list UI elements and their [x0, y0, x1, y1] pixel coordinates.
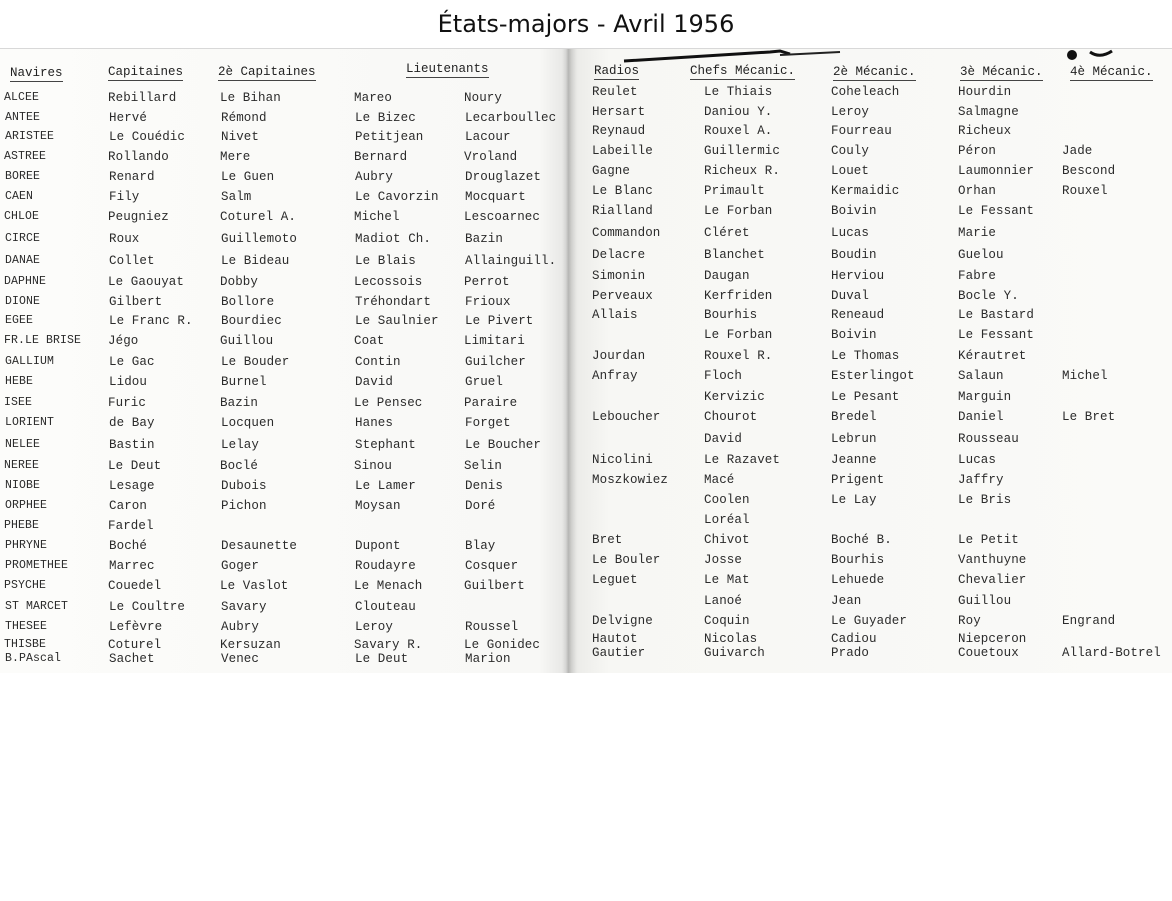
- lieutenant-1: Dupont: [355, 539, 401, 553]
- chief-engineer: Loréal: [704, 513, 750, 527]
- captain: Le Gaouyat: [108, 275, 185, 289]
- col-header-4e-mecanic: 4è Mécanic.: [1070, 65, 1153, 79]
- fourth-engineer: Bescond: [1062, 164, 1116, 178]
- captain: Le Deut: [108, 459, 162, 473]
- lieutenant-1: Coat: [354, 334, 385, 348]
- third-engineer: Marie: [958, 226, 997, 240]
- chief-engineer: Nicolas: [704, 632, 758, 646]
- radio: Rialland: [592, 204, 653, 218]
- chief-engineer: Rouxel R.: [704, 349, 773, 363]
- second-engineer: Fourreau: [831, 124, 892, 138]
- second-engineer: Bredel: [831, 410, 877, 424]
- radio: Delacre: [592, 248, 646, 262]
- third-engineer: Roy: [958, 614, 981, 628]
- chief-engineer: Le Mat: [704, 573, 750, 587]
- lieutenant-1: Le Saulnier: [355, 314, 439, 328]
- ship-name: B.PAscal: [5, 652, 62, 665]
- fourth-engineer: Le Bret: [1062, 410, 1116, 424]
- lieutenant-2: Selin: [464, 459, 503, 473]
- ship-name: CHLOE: [4, 210, 40, 223]
- third-engineer: Jaffry: [958, 473, 1004, 487]
- radio: Moszkowiez: [592, 473, 669, 487]
- page-fold: [562, 49, 576, 673]
- second-captain: Mere: [220, 150, 251, 164]
- captain: Fily: [109, 190, 140, 204]
- fourth-engineer: Michel: [1062, 369, 1108, 383]
- captain: Bastin: [109, 438, 155, 452]
- second-captain: Burnel: [221, 375, 267, 389]
- lieutenant-2: Le Gonidec: [464, 638, 541, 652]
- ship-name: NIOBE: [5, 479, 41, 492]
- second-captain: Le Bouder: [221, 355, 290, 369]
- captain: Collet: [109, 254, 155, 268]
- second-captain: Kersuzan: [220, 638, 281, 652]
- second-engineer: Jeanne: [831, 453, 877, 467]
- lieutenant-2: Marion: [465, 652, 511, 666]
- second-engineer: Louet: [831, 164, 870, 178]
- captain: Fardel: [108, 519, 154, 533]
- lieutenant-1: David: [355, 375, 394, 389]
- second-captain: Lelay: [221, 438, 260, 452]
- second-captain: Coturel A.: [220, 210, 297, 224]
- third-engineer: Niepceron: [958, 632, 1027, 646]
- third-engineer: Richeux: [958, 124, 1012, 138]
- second-engineer: Le Lay: [831, 493, 877, 507]
- lieutenant-1: Contin: [355, 355, 401, 369]
- lieutenant-2: Limitari: [464, 334, 525, 348]
- chief-engineer: Daniou Y.: [704, 105, 773, 119]
- lieutenant-2: Forget: [465, 416, 511, 430]
- lieutenant-2: Perrot: [464, 275, 510, 289]
- ship-name: DAPHNE: [4, 275, 47, 288]
- chief-engineer: Guillermic: [704, 144, 781, 158]
- second-captain: Dubois: [221, 479, 267, 493]
- lieutenant-1: Michel: [354, 210, 400, 224]
- captain: Rollando: [108, 150, 169, 164]
- fourth-engineer: Engrand: [1062, 614, 1116, 628]
- second-captain: Locquen: [221, 416, 275, 430]
- captain: Lesage: [109, 479, 155, 493]
- lieutenant-1: Mareo: [354, 91, 393, 105]
- captain: Renard: [109, 170, 155, 184]
- second-engineer: Le Guyader: [831, 614, 908, 628]
- lieutenant-1: Le Pensec: [354, 396, 423, 410]
- radio: Labeille: [592, 144, 653, 158]
- ship-name: ISEE: [4, 396, 33, 409]
- second-captain: Rémond: [221, 111, 267, 125]
- chief-engineer: Coolen: [704, 493, 750, 507]
- second-captain: Dobby: [220, 275, 259, 289]
- chief-engineer: Rouxel A.: [704, 124, 773, 138]
- radio: Nicolini: [592, 453, 653, 467]
- lieutenant-2: Guilcher: [465, 355, 526, 369]
- radio: Hersart: [592, 105, 646, 119]
- col-header-navires: Navires: [10, 66, 63, 80]
- second-captain: Guillemoto: [221, 232, 298, 246]
- ship-name: ST MARCET: [5, 600, 69, 613]
- captain: Jégo: [108, 334, 139, 348]
- third-engineer: Salaun: [958, 369, 1004, 383]
- lieutenant-1: Madiot Ch.: [355, 232, 432, 246]
- radio: Reynaud: [592, 124, 646, 138]
- second-engineer: Boivin: [831, 204, 877, 218]
- ship-name: GALLIUM: [5, 355, 55, 368]
- third-engineer: Le Petit: [958, 533, 1019, 547]
- second-engineer: Lehuede: [831, 573, 885, 587]
- chief-engineer: Le Forban: [704, 328, 773, 342]
- third-engineer: Fabre: [958, 269, 997, 283]
- third-engineer: Kérautret: [958, 349, 1027, 363]
- radio: Anfray: [592, 369, 638, 383]
- captain: Gilbert: [109, 295, 163, 309]
- second-engineer: Le Thomas: [831, 349, 900, 363]
- second-engineer: Boudin: [831, 248, 877, 262]
- second-captain: Savary: [221, 600, 267, 614]
- col-header-2e-mecanic: 2è Mécanic.: [833, 65, 916, 79]
- lieutenant-2: Drouglazet: [465, 170, 542, 184]
- lieutenant-1: Le Blais: [355, 254, 416, 268]
- captain: Le Franc R.: [109, 314, 193, 328]
- chief-engineer: Blanchet: [704, 248, 765, 262]
- radio: Le Bouler: [592, 553, 661, 567]
- lieutenant-2: Lacour: [465, 130, 511, 144]
- second-engineer: Herviou: [831, 269, 885, 283]
- third-engineer: Daniel: [958, 410, 1004, 424]
- radio: Gautier: [592, 646, 646, 660]
- ship-name: ANTEE: [5, 111, 41, 124]
- lieutenant-1: Aubry: [355, 170, 394, 184]
- second-captain: Nivet: [221, 130, 260, 144]
- third-engineer: Guelou: [958, 248, 1004, 262]
- ship-name: HEBE: [5, 375, 34, 388]
- ship-name: DANAE: [5, 254, 41, 267]
- captain: Furic: [108, 396, 147, 410]
- second-captain: Le Bihan: [220, 91, 281, 105]
- chief-engineer: Kervizic: [704, 390, 765, 404]
- lieutenant-1: Leroy: [355, 620, 394, 634]
- scanned-document: [0, 48, 1172, 673]
- second-engineer: Kermaidic: [831, 184, 900, 198]
- third-engineer: Laumonnier: [958, 164, 1035, 178]
- lieutenant-2: Gruel: [465, 375, 504, 389]
- third-engineer: Péron: [958, 144, 997, 158]
- ship-name: ORPHEE: [5, 499, 48, 512]
- chief-engineer: Primault: [704, 184, 765, 198]
- third-engineer: Vanthuyne: [958, 553, 1027, 567]
- captain: Roux: [109, 232, 140, 246]
- second-captain: Bourdiec: [221, 314, 282, 328]
- chief-engineer: Richeux R.: [704, 164, 781, 178]
- lieutenant-2: Denis: [465, 479, 504, 493]
- second-captain: Le Bideau: [221, 254, 290, 268]
- radio: Bret: [592, 533, 623, 547]
- radio: Hautot: [592, 632, 638, 646]
- lieutenant-2: Allainguill.: [465, 254, 557, 268]
- ship-name: CAEN: [5, 190, 34, 203]
- ship-name: THISBE: [4, 638, 47, 651]
- second-captain: Desaunette: [221, 539, 298, 553]
- third-engineer: Le Fessant: [958, 204, 1035, 218]
- second-captain: Venec: [221, 652, 260, 666]
- captain: Marrec: [109, 559, 155, 573]
- chief-engineer: Le Thiais: [704, 85, 773, 99]
- third-engineer: Guillou: [958, 594, 1012, 608]
- captain: Lefèvre: [109, 620, 163, 634]
- second-captain: Guillou: [220, 334, 274, 348]
- lieutenant-1: Hanes: [355, 416, 394, 430]
- lieutenant-2: Doré: [465, 499, 496, 513]
- third-engineer: Chevalier: [958, 573, 1027, 587]
- col-header-radios: Radios: [594, 64, 640, 78]
- lieutenant-1: Lecossois: [354, 275, 423, 289]
- lieutenant-2: Lescoarnec: [464, 210, 541, 224]
- third-engineer: Bocle Y.: [958, 289, 1019, 303]
- second-engineer: Esterlingot: [831, 369, 915, 383]
- ship-name: PSYCHE: [4, 579, 47, 592]
- lieutenant-1: Petitjean: [355, 130, 424, 144]
- chief-engineer: Chourot: [704, 410, 758, 424]
- lieutenant-1: Sinou: [354, 459, 393, 473]
- ship-name: DIONE: [5, 295, 41, 308]
- captain: Couedel: [108, 579, 162, 593]
- lieutenant-1: Le Deut: [355, 652, 409, 666]
- second-engineer: Leroy: [831, 105, 870, 119]
- lieutenant-1: Bernard: [354, 150, 408, 164]
- third-engineer: Rousseau: [958, 432, 1019, 446]
- ship-name: ARISTEE: [5, 130, 55, 143]
- second-engineer: Boché B.: [831, 533, 892, 547]
- third-engineer: Orhan: [958, 184, 997, 198]
- ship-name: BOREE: [5, 170, 41, 183]
- radio: Reulet: [592, 85, 638, 99]
- lieutenant-1: Moysan: [355, 499, 401, 513]
- lieutenant-1: Clouteau: [355, 600, 416, 614]
- chief-engineer: Coquin: [704, 614, 750, 628]
- lieutenant-1: Le Bizec: [355, 111, 416, 125]
- lieutenant-2: Bazin: [465, 232, 504, 246]
- page-title: États-majors - Avril 1956: [437, 10, 735, 38]
- second-captain: Aubry: [221, 620, 260, 634]
- radio: Allais: [592, 308, 638, 322]
- second-engineer: Duval: [831, 289, 870, 303]
- lieutenant-1: Tréhondart: [355, 295, 432, 309]
- ship-name: NEREE: [4, 459, 40, 472]
- lieutenant-2: Blay: [465, 539, 496, 553]
- second-captain: Bazin: [220, 396, 259, 410]
- second-engineer: Jean: [831, 594, 862, 608]
- lieutenant-2: Cosquer: [465, 559, 519, 573]
- ship-name: PROMETHEE: [5, 559, 69, 572]
- lieutenant-1: Stephant: [355, 438, 416, 452]
- captain: Rebillard: [108, 91, 177, 105]
- captain: Le Coultre: [109, 600, 186, 614]
- second-captain: Le Guen: [221, 170, 275, 184]
- ship-name: NELEE: [5, 438, 41, 451]
- lieutenant-2: Paraire: [464, 396, 518, 410]
- radio: Perveaux: [592, 289, 653, 303]
- chief-engineer: Daugan: [704, 269, 750, 283]
- radio: Gagne: [592, 164, 631, 178]
- lieutenant-2: Frioux: [465, 295, 511, 309]
- ship-name: ALCEE: [4, 91, 40, 104]
- chief-engineer: Bourhis: [704, 308, 758, 322]
- ship-name: ASTREE: [4, 150, 47, 163]
- second-engineer: Lucas: [831, 226, 870, 240]
- captain: Sachet: [109, 652, 155, 666]
- radio: Simonin: [592, 269, 646, 283]
- lieutenant-2: Vroland: [464, 150, 518, 164]
- ship-name: EGEE: [5, 314, 34, 327]
- col-header-3e-mecanic: 3è Mécanic.: [960, 65, 1043, 79]
- second-engineer: Prado: [831, 646, 870, 660]
- fourth-engineer: Allard-Botrel: [1062, 646, 1161, 660]
- second-captain: Le Vaslot: [220, 579, 289, 593]
- captain: Caron: [109, 499, 148, 513]
- second-captain: Salm: [221, 190, 252, 204]
- captain: Hervé: [109, 111, 148, 125]
- chief-engineer: Macé: [704, 473, 735, 487]
- second-engineer: Lebrun: [831, 432, 877, 446]
- chief-engineer: Le Forban: [704, 204, 773, 218]
- lieutenant-2: Mocquart: [465, 190, 526, 204]
- chief-engineer: Cléret: [704, 226, 750, 240]
- ship-name: LORIENT: [5, 416, 55, 429]
- col-header-chefs-mecanic: Chefs Mécanic.: [690, 64, 796, 78]
- captain: Coturel: [108, 638, 162, 652]
- chief-engineer: Kerfriden: [704, 289, 773, 303]
- third-engineer: Le Fessant: [958, 328, 1035, 342]
- lieutenant-2: Roussel: [465, 620, 519, 634]
- lieutenant-2: Le Boucher: [465, 438, 542, 452]
- captain: Boché: [109, 539, 148, 553]
- third-engineer: Lucas: [958, 453, 997, 467]
- radio: Delvigne: [592, 614, 653, 628]
- captain: Le Gac: [109, 355, 155, 369]
- chief-engineer: Chivot: [704, 533, 750, 547]
- ship-name: CIRCE: [5, 232, 41, 245]
- second-captain: Pichon: [221, 499, 267, 513]
- second-engineer: Reneaud: [831, 308, 885, 322]
- chief-engineer: Josse: [704, 553, 743, 567]
- lieutenant-1: Le Menach: [354, 579, 423, 593]
- ship-name: PHRYNE: [5, 539, 48, 552]
- second-engineer: Cadiou: [831, 632, 877, 646]
- radio: Commandon: [592, 226, 661, 240]
- captain: de Bay: [109, 416, 155, 430]
- third-engineer: Salmagne: [958, 105, 1019, 119]
- ship-name: FR.LE BRISE: [4, 334, 82, 347]
- third-engineer: Couetoux: [958, 646, 1019, 660]
- radio: Leboucher: [592, 410, 661, 424]
- col-header-capitaines: Capitaines: [108, 65, 184, 79]
- ship-name: PHEBE: [4, 519, 40, 532]
- captain: Lidou: [109, 375, 148, 389]
- lieutenant-2: Le Pivert: [465, 314, 534, 328]
- fourth-engineer: Rouxel: [1062, 184, 1108, 198]
- radio: Leguet: [592, 573, 638, 587]
- radio: Jourdan: [592, 349, 646, 363]
- lieutenant-1: Savary R.: [354, 638, 423, 652]
- lieutenant-2: Lecarboullec: [465, 111, 557, 125]
- fourth-engineer: Jade: [1062, 144, 1093, 158]
- col-header-lieutenants: Lieutenants: [406, 62, 489, 76]
- chief-engineer: Floch: [704, 369, 743, 383]
- chief-engineer: Lanoé: [704, 594, 743, 608]
- chief-engineer: Le Razavet: [704, 453, 781, 467]
- second-engineer: Boivin: [831, 328, 877, 342]
- lieutenant-1: Roudayre: [355, 559, 416, 573]
- third-engineer: Le Bris: [958, 493, 1012, 507]
- lieutenant-1: Le Lamer: [355, 479, 416, 493]
- chief-engineer: Guivarch: [704, 646, 765, 660]
- radio: Le Blanc: [592, 184, 653, 198]
- col-header-2e-capitaines: 2è Capitaines: [218, 65, 316, 79]
- chief-engineer: David: [704, 432, 743, 446]
- captain: Le Couédic: [109, 130, 186, 144]
- second-engineer: Coheleach: [831, 85, 900, 99]
- second-captain: Bollore: [221, 295, 275, 309]
- lieutenant-1: Le Cavorzin: [355, 190, 439, 204]
- second-engineer: Couly: [831, 144, 870, 158]
- third-engineer: Marguin: [958, 390, 1012, 404]
- third-engineer: Hourdin: [958, 85, 1012, 99]
- second-engineer: Bourhis: [831, 553, 885, 567]
- second-engineer: Le Pesant: [831, 390, 900, 404]
- third-engineer: Le Bastard: [958, 308, 1035, 322]
- ship-name: THESEE: [5, 620, 48, 633]
- lieutenant-2: Guilbert: [464, 579, 525, 593]
- second-engineer: Prigent: [831, 473, 885, 487]
- captain: Peugniez: [108, 210, 169, 224]
- second-captain: Boclé: [220, 459, 259, 473]
- lieutenant-2: Noury: [464, 91, 503, 105]
- second-captain: Goger: [221, 559, 260, 573]
